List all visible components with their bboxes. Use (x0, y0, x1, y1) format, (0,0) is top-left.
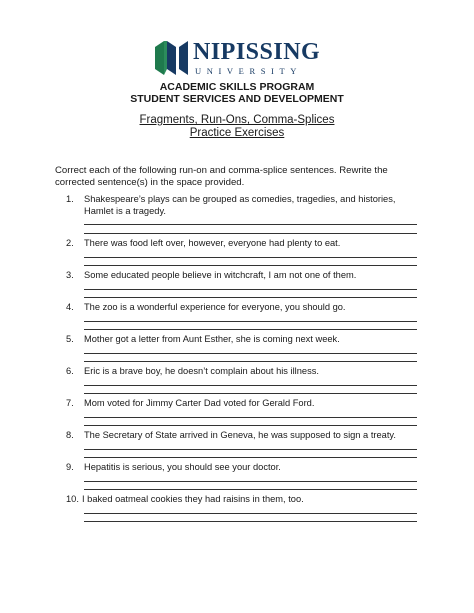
instructions-text: Correct each of the following run-on and comma-splice sentences. Rewrite the corrected sentence(s) in the space provided. (55, 165, 388, 188)
answer-line[interactable] (84, 481, 417, 482)
answer-line[interactable] (84, 224, 417, 225)
exercise-sentence: Shakespeare’s plays can be grouped as comedies, tragedies, and histories, Hamlet is a tragedy. (84, 194, 396, 216)
logo-subtitle: UNIVERSITY (195, 66, 302, 76)
answer-line[interactable] (84, 297, 417, 298)
answer-line[interactable] (84, 329, 417, 330)
exercise-number: 2. (66, 238, 74, 248)
answer-line[interactable] (84, 521, 417, 522)
exercise-number: 9. (66, 462, 74, 472)
exercise-sentence: I baked oatmeal cookies they had raisins in them, too. (82, 494, 304, 504)
exercise-number: 8. (66, 430, 74, 440)
exercise-sentence: Hepatitis is serious, you should see your doctor. (84, 462, 281, 472)
university-logo (155, 37, 325, 79)
answer-line[interactable] (84, 513, 417, 514)
answer-line[interactable] (84, 449, 417, 450)
exercise-sentence: Mom voted for Jimmy Carter Dad voted for Gerald Ford. (84, 398, 315, 408)
exercise-sentence: The Secretary of State arrived in Geneva, he was supposed to sign a treaty. (84, 430, 396, 440)
answer-line[interactable] (84, 385, 417, 386)
exercise-number: 5. (66, 334, 74, 344)
worksheet-title (0, 113, 474, 127)
answer-line[interactable] (84, 353, 417, 354)
answer-line[interactable] (84, 393, 417, 394)
exercise-number: 4. (66, 302, 74, 312)
exercise-sentence: There was food left over, however, everyone had plenty to eat. (84, 238, 341, 248)
exercise-number: 6. (66, 366, 74, 376)
exercise-sentence: Mother got a letter from Aunt Esther, she is coming next week. (84, 334, 340, 344)
exercise-number: 10. (66, 494, 79, 504)
answer-line[interactable] (84, 417, 417, 418)
exercise-sentence: Eric is a brave boy, he doesn’t complain about his illness. (84, 366, 319, 376)
exercise-sentence: Some educated people believe in witchcraft, I am not one of them. (84, 270, 357, 280)
worksheet-title-line1: Fragments, Run-Ons, Comma-Splices (139, 114, 335, 126)
answer-line[interactable] (84, 489, 417, 490)
answer-line[interactable] (84, 265, 417, 266)
worksheet-subtitle (0, 126, 474, 140)
nipissing-emblem-icon (155, 39, 189, 77)
answer-line[interactable] (84, 233, 417, 234)
answer-line[interactable] (84, 457, 417, 458)
department-heading: STUDENT SERVICES AND DEVELOPMENT (130, 93, 344, 105)
exercise-number: 7. (66, 398, 74, 408)
exercise-number: 1. (66, 194, 74, 204)
answer-line[interactable] (84, 321, 417, 322)
answer-line[interactable] (84, 257, 417, 258)
program-heading: ACADEMIC SKILLS PROGRAM (159, 81, 315, 93)
answer-line[interactable] (84, 289, 417, 290)
exercise-sentence: The zoo is a wonderful experience for everyone, you should go. (84, 302, 346, 312)
answer-line[interactable] (84, 361, 417, 362)
answer-line[interactable] (84, 425, 417, 426)
logo-wordmark: NIPISSING (193, 39, 321, 65)
worksheet-title-line2: Practice Exercises (189, 127, 285, 139)
exercise-number: 3. (66, 270, 74, 280)
